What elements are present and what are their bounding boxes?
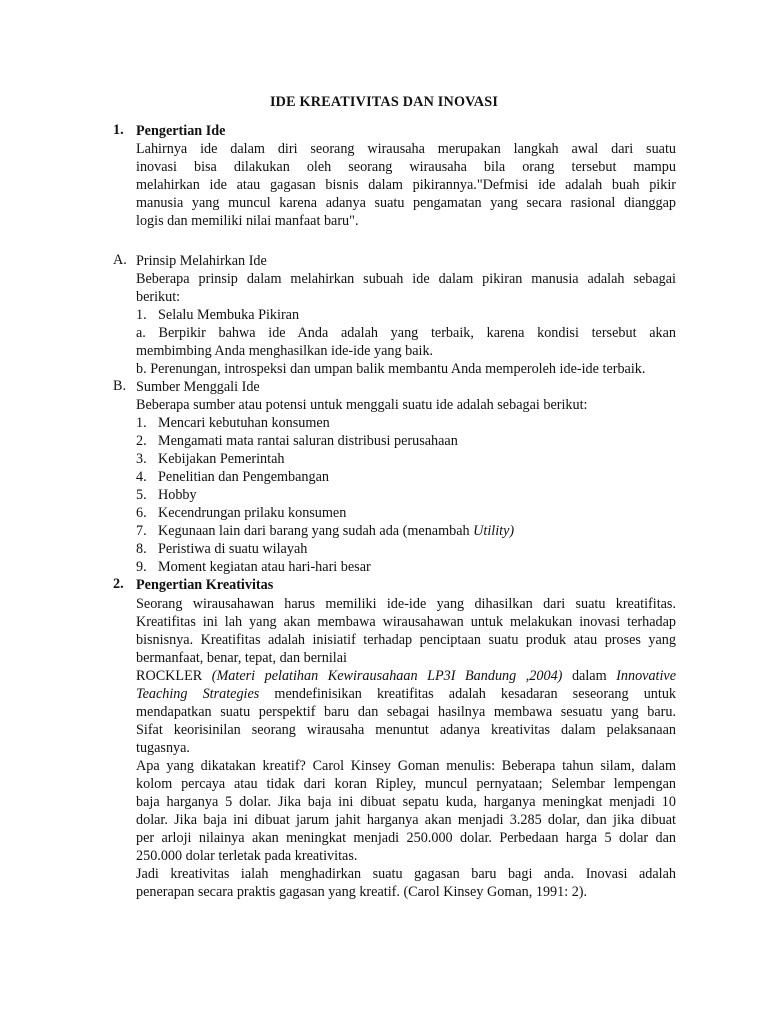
section-a-point-b: b. Perenungan, introspeksi dan umpan balik membantu Anda memperoleh ide-ide terbaik. [136,361,646,377]
list-item-text: Kegunaan lain dari barang yang sudah ada (menambah [158,523,474,539]
section-1-line: melahirkan ide atau gagasan bisnis dalam pikirannya."Defmisi ide adalah buah pikir [136,177,676,193]
section-2-line: dolar. Jika baja ini dibuat jarum jahit harganya akan menjadi 3.285 dolar, dan jika dibuat [136,812,676,828]
section-1-marker: 1. [113,122,124,138]
list-item [136,450,676,468]
section-b-heading: Sumber Menggali Ide [136,379,260,395]
list-number: 8. [136,541,147,557]
section-2-line: tugasnya. [136,740,190,756]
list-number: 1. [136,307,147,323]
section-2-line: bisnisnya. Kreatifitas adalah inisiatif terhadap penciptaan suatu produk atau proses yang [136,632,676,648]
list-number: 9. [136,559,147,575]
list-item-text: Mengamati mata rantai saluran distribusi perusahaan [158,433,458,449]
section-a-heading: Prinsip Melahirkan Ide [136,253,267,269]
list-item-italic: Utility) [473,523,515,539]
section-2-marker: 2. [113,576,124,592]
section-2-line: baja harganya 5 dolar. Jika baja ini dibuat sepatu kuda, harganya meningkat menjadi 10 [136,794,676,810]
list-item-text: Selalu Membuka Pikiran [158,307,300,323]
list-item [136,558,676,576]
list-item [136,522,676,540]
list-number: 5. [136,487,147,503]
section-2-line: Apa yang dikatakan kreatif? Carol Kinsey Goman menulis: Beberapa tahun silam, dalam [136,758,676,774]
section-1-line: inovasi bisa dilakukan oleh seorang wirausaha bila orang tersebut mampu [136,159,676,175]
section-2-line: per arloji nilainya akan meningkat menjadi 250.000 dolar. Perbedaan harga 5 dolar dan [136,830,676,846]
section-1-line: manusia yang muncul karena adanya suatu pengamatan yang secara rasional dianggap [136,195,676,211]
list-number: 4. [136,469,147,485]
rockler-dalam: dalam [571,668,607,684]
list-item-text: Peristiwa di suatu wilayah [158,541,308,557]
list-item-text: Kecendrungan prilaku konsumen [158,505,347,521]
list-item-text: Penelitian dan Pengembangan [158,469,329,485]
section-2-line: penerapan secara praktis gagasan yang kreatif. (Carol Kinsey Goman, 1991: 2). [136,884,588,900]
rockler-book: Innovative [616,668,677,684]
section-a-item [136,306,676,324]
section-a-point-a: a. Berpikir bahwa ide Anda adalah yang terbaik, karena kondisi tersebut akan [136,325,676,341]
list-item-text: Kebijakan Pemerintah [158,451,285,467]
section-2-line: mendapatkan suatu perspektif baru dan sebagai hasilnya membawa sesuatu yang baru. [136,704,676,720]
section-2-heading: Pengertian Kreativitas [136,577,274,593]
rockler-line [136,667,676,685]
rockler-source: (Materi pelatihan Kewirausahaan LP3I Bandung ,2004) [211,668,563,684]
section-1-line: Lahirnya ide dalam diri seorang wirausaha merupakan langkah awal dari suatu [136,141,676,157]
section-1-heading: Pengertian Ide [136,123,226,139]
section-2-line: Jadi kreativitas ialah menghadirkan suatu gagasan baru bagi anda. Inovasi adalah [136,866,676,882]
section-2-line: Kreatifitas ini lah yang akan membawa wirausahawan untuk melakukan inovasi terhadap [136,614,676,630]
list-item [136,486,676,504]
list-item-text: Mencari kebutuhan konsumen [158,415,330,431]
list-item [136,468,676,486]
section-2-line: Seorang wirausahawan harus memiliki ide-ide yang dihasilkan dari suatu kreatifitas. [136,596,676,612]
list-number: 7. [136,523,147,539]
section-a-intro: berikut: [136,289,181,305]
list-number: 6. [136,505,147,521]
list-number: 3. [136,451,147,467]
section-2-line: 250.000 dolar terletak pada kreativitas. [136,848,358,864]
section-a-point-a: membimbing Anda menghasilkan ide-ide yang baik. [136,343,434,359]
document-title: IDE KREATIVITAS DAN INOVASI [269,94,499,110]
section-b-intro: Beberapa sumber atau potensi untuk menggali suatu ide adalah sebagai berikut: [136,397,588,413]
section-b-marker: B. [113,378,127,394]
rockler-book: Teaching Strategies [136,686,260,702]
list-item-text: Hobby [158,487,197,503]
section-2-line: bermanfaat, benar, tepat, dan bernilai [136,650,347,666]
list-number: 1. [136,415,147,431]
rockler-line [136,685,676,703]
list-item [136,414,676,432]
list-item [136,540,676,558]
rockler-text: mendefinisikan kreatifitas adalah kesadaran seseorang untuk [274,686,677,702]
section-a-intro: Beberapa prinsip dalam melahirkan subuah ide dalam pikiran manusia adalah sebagai [136,271,676,287]
section-1-line: logis dan memiliki nilai manfaat baru". [136,213,359,229]
list-number: 2. [136,433,147,449]
list-item [136,432,676,450]
section-2-line: kolom percaya atau tidak dari koran Ripley, muncul pernyataan; Selembar lempengan [136,776,676,792]
section-2-line: Sifat keorisinilan seorang wirausaha menuntut adanya kreativitas dalam pelaksanaan [136,722,676,738]
list-item [136,504,676,522]
list-item-text: Moment kegiatan atau hari-hari besar [158,559,371,575]
section-a-marker: A. [113,252,127,268]
rockler-author: ROCKLER [136,668,203,684]
